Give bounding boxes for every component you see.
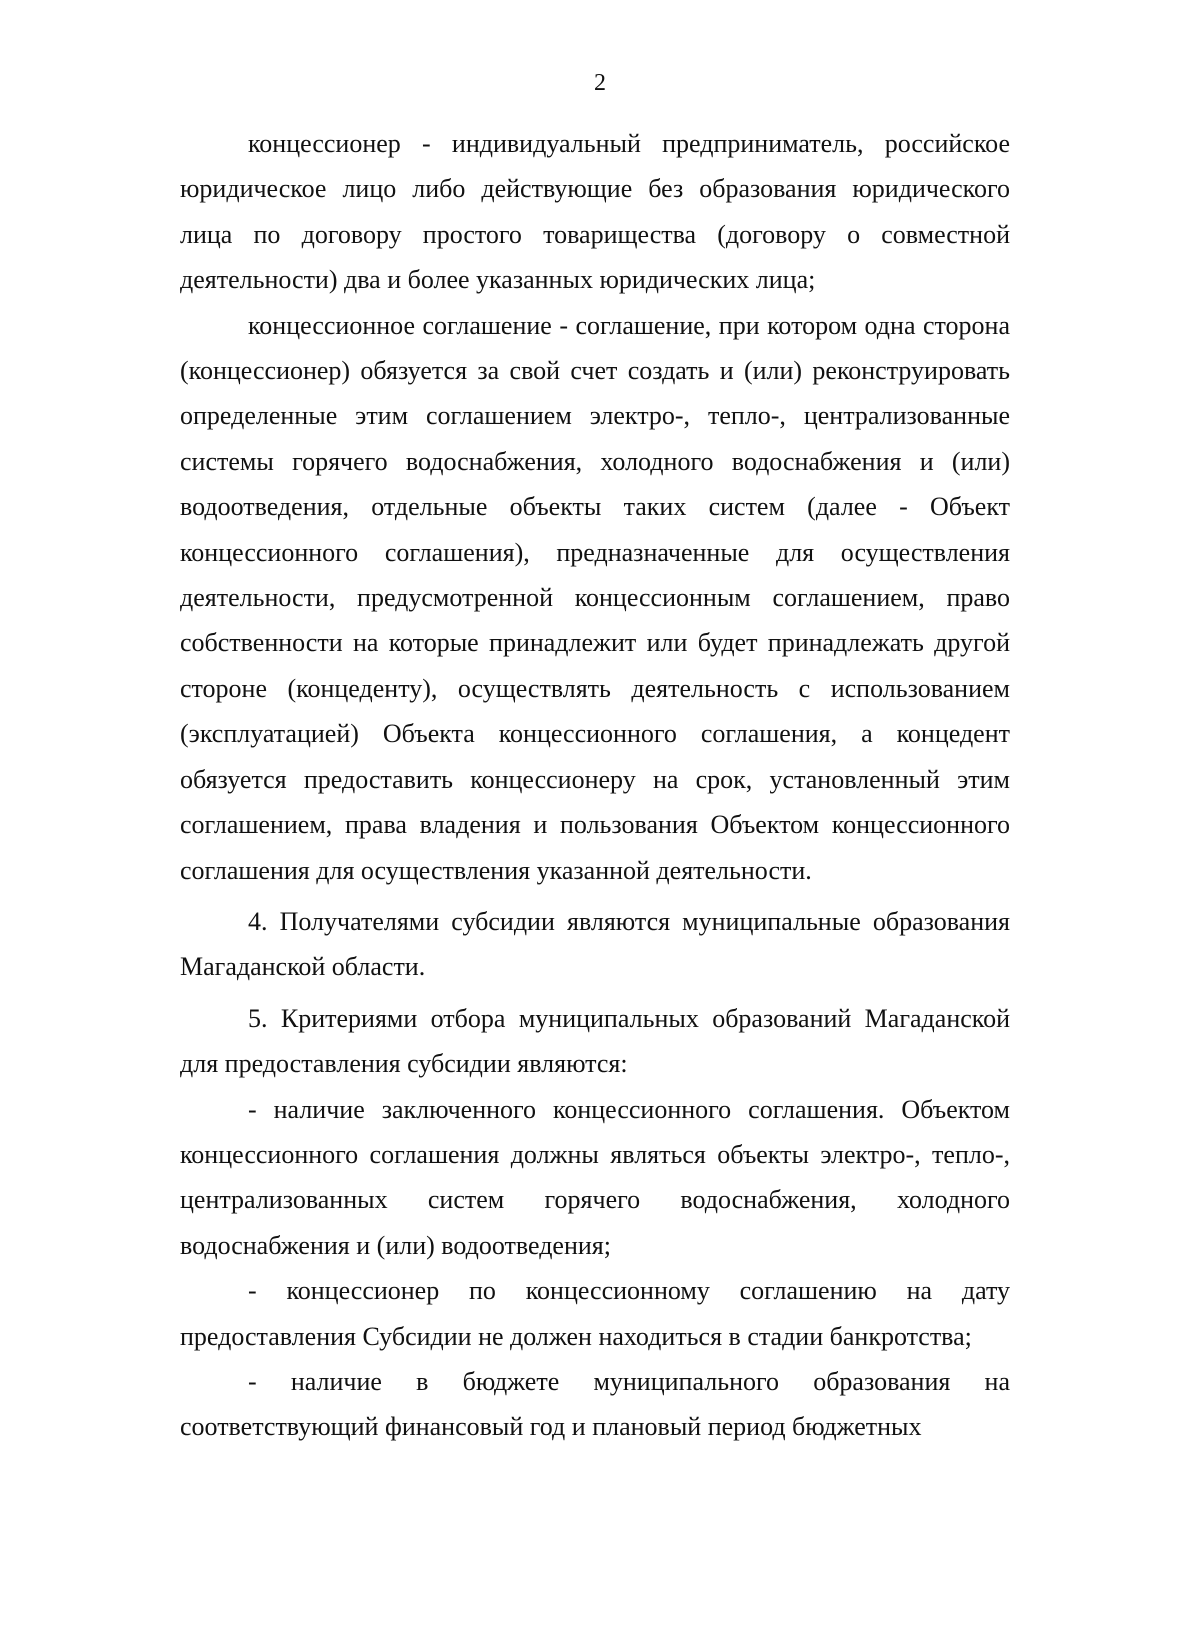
list-item-concession-agreement: - наличие заключенного концессионного соглашения. Объектом концессионного соглашения должны являться объекты электро-, тепло-, централизованных систем горячего водоснабжения, холодного водоснабжения и (или) водоотведения; [180, 1094, 1010, 1260]
paragraph-subsidy-recipients: 4. Получателями субсидии являются муниципальные образования Магаданской области. [180, 906, 1010, 982]
paragraph-selection-criteria: 5. Критериями отбора муниципальных образований Магаданской для предоставления субсидии являются: [180, 1003, 1010, 1079]
list-item-budget-allocations: - наличие в бюджете муниципального образования на соответствующий финансовый год и плановый период бюджетных [180, 1366, 1010, 1442]
list-item-no-bankruptcy: - концессионер по концессионному соглашению на дату предоставления Субсидии не должен находиться в стадии банкротства; [180, 1276, 1010, 1351]
paragraph-concession-agreement-definition: концессионное соглашение - соглашение, при котором одна сторона (концессионер) обязуется за свой счет создать и (или) реконструировать определенные этим соглашением электро-, тепло-, централизованные системы горячего водоснабжения, холодного водоснабжения и (или) водоотведения, отдельные объекты таких систем (далее - Объект концессионного соглашения), предназначенные для осуществления деятельности, предусмотренной концессионным соглашением, право собственности на которые принадлежит или будет принадлежать другой стороне (концеденту), осуществлять деятельность с использованием (эксплуатацией) Объекта концессионного соглашения, а концедент обязуется предоставить концессионеру на срок, установленный этим соглашением, права владения и пользования Объектом концессионного соглашения для осуществления указанной деятельности. [180, 310, 1010, 885]
document-body [180, 121, 1010, 1450]
paragraph-concessionaire-definition: концессионер - индивидуальный предприниматель, российское юридическое лицо либо действующие без образования юридического лица по договору простого товарищества (договору о совместной деятельности) два и более указанных юридических лица; [180, 129, 1010, 295]
page-number: 2 [594, 70, 606, 96]
